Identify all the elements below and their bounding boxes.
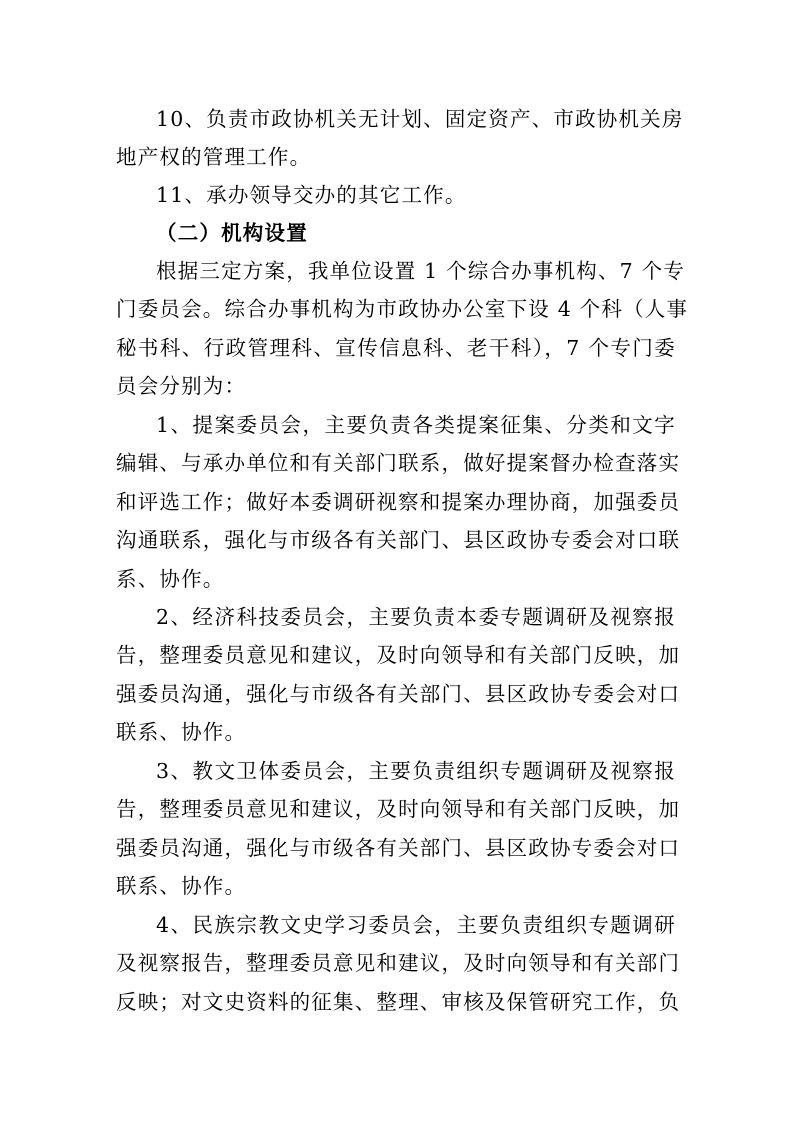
paragraph-intro	[116, 252, 689, 406]
text-line: 及视察报告，整理委员意见和建议，及时向领导和有关部门	[116, 951, 681, 976]
paragraph-committee-2	[116, 598, 681, 752]
text-line: 10、负责市政协机关无计划、固定资产、市政协机关房	[156, 107, 684, 131]
text-line: 门委员会。综合办事机构为市政协办公室下设 4 个科（人事	[116, 297, 689, 322]
paragraph-committee-1	[116, 406, 681, 598]
text-line: 和评选工作；做好本委调研视察和提案办理协商，加强委员	[116, 489, 681, 514]
paragraph-committee-3	[116, 752, 681, 906]
text-line: 沟通联系，强化与市级各有关部门、县区政协专委会对口联	[116, 528, 681, 553]
text-line: 联系、协作。	[116, 720, 247, 745]
text-line: 反映；对文史资料的征集、整理、审核及保管研究工作，负	[116, 989, 681, 1014]
paragraph-item-10	[116, 100, 684, 177]
text-line: 3、教文卫体委员会，主要负责组织专题调研及视察报	[156, 759, 676, 783]
text-line: 地产权的管理工作。	[116, 145, 312, 170]
text-line: 系、协作。	[116, 566, 225, 591]
text-line: 强委员沟通，强化与市级各有关部门、县区政协专委会对口	[116, 835, 681, 860]
text-line: 秘书科、行政管理科、宣传信息科、老干科），7 个专门委	[116, 335, 676, 360]
text-line: 联系、协作。	[116, 874, 247, 899]
text-line: 1、提案委员会，主要负责各类提案征集、分类和文字	[156, 413, 676, 437]
text-line: 员会分别为：	[116, 374, 247, 399]
text-line: 告，整理委员意见和建议，及时向领导和有关部门反映，加	[116, 643, 681, 668]
text-line: 强委员沟通，强化与市级各有关部门、县区政协专委会对口	[116, 681, 681, 706]
text-line: 编辑、与承办单位和有关部门联系，做好提案督办检查落实	[116, 451, 681, 476]
paragraph-item-11	[116, 176, 676, 214]
text-line: 4、民族宗教文史学习委员会，主要负责组织专题调研	[156, 913, 676, 937]
text-line: 11、承办领导交办的其它工作。	[156, 183, 467, 207]
text-line: 根据三定方案，我单位设置 1 个综合办事机构、7 个专	[156, 259, 686, 283]
text-line: 2、经济科技委员会，主要负责本委专题调研及视察报	[156, 605, 676, 629]
paragraph-committee-4	[116, 906, 681, 1021]
text-line: 告，整理委员意见和建议，及时向领导和有关部门反映，加	[116, 797, 681, 822]
section-heading: （二）机构设置	[156, 221, 308, 245]
